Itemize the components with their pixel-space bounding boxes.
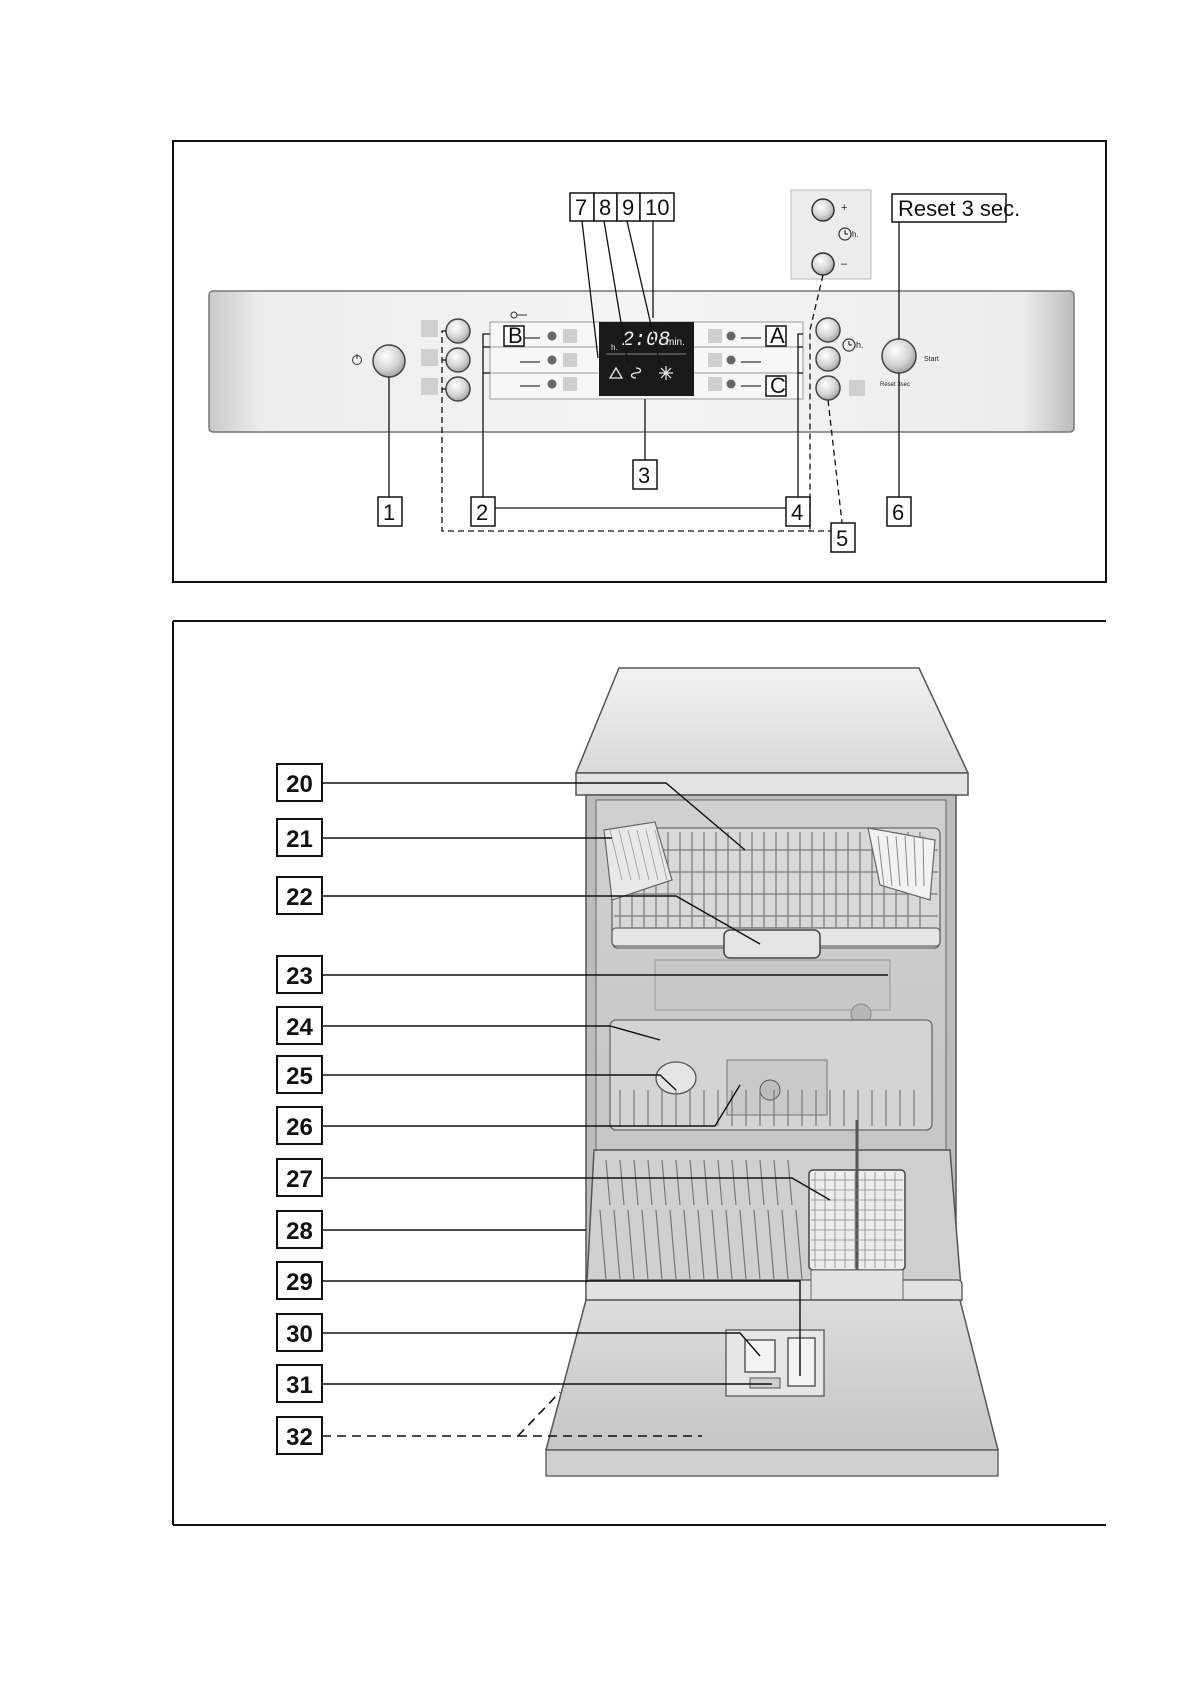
main-switch-button[interactable]: [373, 345, 405, 377]
time-plus-button[interactable]: [812, 199, 834, 221]
reset-small-label: Reset 3sec: [880, 382, 911, 388]
callout-7: 7: [575, 195, 588, 220]
callout-22: 22: [286, 884, 313, 911]
detergent-dispenser: [726, 1330, 824, 1396]
dishwasher: [546, 668, 998, 1476]
option-button-3[interactable]: [816, 376, 840, 400]
callout-26: 26: [286, 1114, 313, 1141]
callout-4: 4: [791, 500, 804, 525]
letter-c: C: [770, 373, 786, 398]
option-button-1[interactable]: [816, 318, 840, 342]
program-button-3[interactable]: [446, 377, 470, 401]
program-button-1[interactable]: [446, 319, 470, 343]
callout-24: 24: [286, 1014, 313, 1041]
callout-29: 29: [286, 1269, 313, 1296]
time-setting-inset: [791, 190, 871, 279]
callout-23: 23: [286, 963, 313, 990]
time-minus-button[interactable]: [812, 253, 834, 275]
reset-3sec-label: Reset 3 sec.: [898, 196, 1021, 221]
callout-8: 8: [599, 195, 612, 220]
callout-25: 25: [286, 1063, 313, 1090]
display-time: 2:08: [622, 329, 671, 352]
callout-20: 20: [286, 771, 313, 798]
callout-31: 31: [286, 1372, 313, 1399]
callout-6: 6: [892, 500, 905, 525]
display-min-unit: min.: [666, 337, 685, 348]
callout-32: 32: [286, 1424, 313, 1451]
letter-b: B: [508, 323, 523, 348]
worktop: [576, 668, 968, 773]
dishwasher-callouts: [277, 764, 322, 1454]
program-button-2[interactable]: [446, 348, 470, 372]
callout-9: 9: [622, 195, 635, 220]
callout-2: 2: [476, 500, 489, 525]
plus-label: +: [841, 202, 848, 214]
callout-1: 1: [383, 500, 396, 525]
clock-h-label: h.: [852, 230, 859, 239]
callout-30: 30: [286, 1321, 313, 1348]
water-supply-indicator-icon: [659, 366, 673, 380]
letter-a: A: [770, 323, 785, 348]
rackmatic-handle: [724, 930, 820, 958]
callout-21: 21: [286, 826, 313, 853]
callout-10: 10: [645, 195, 670, 220]
callout-27: 27: [286, 1166, 313, 1193]
start-label: Start: [924, 356, 939, 363]
callout-3: 3: [638, 463, 651, 488]
digital-display: [599, 322, 694, 396]
display-h-unit: h.: [611, 343, 618, 352]
callout-28: 28: [286, 1218, 313, 1245]
start-button[interactable]: [882, 339, 916, 373]
minus-label: –: [841, 258, 848, 270]
callout-5: 5: [836, 526, 849, 551]
option-button-2[interactable]: [816, 347, 840, 371]
clock-h-label-panel: h.: [856, 340, 864, 350]
